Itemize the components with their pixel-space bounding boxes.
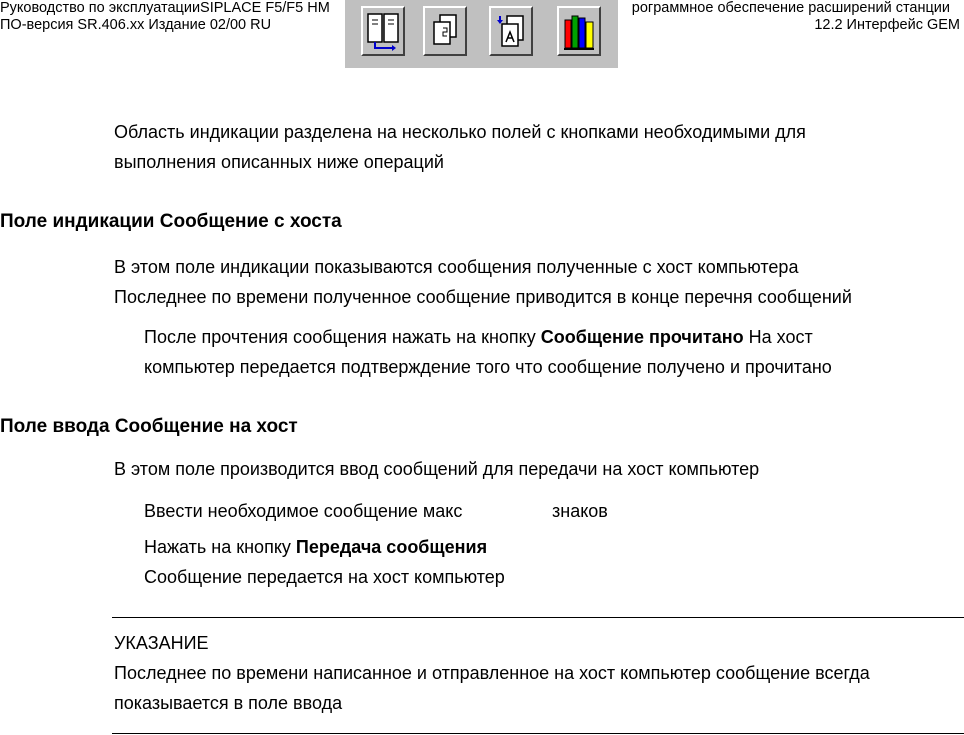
note-line2: показывается в поле ввода	[114, 693, 343, 713]
section2-step3: Сообщение передается на хост компьютер	[144, 567, 505, 587]
intro-line2: выполнения описанных ниже операций	[114, 152, 444, 172]
send-message-button-label: Передача сообщения	[295, 537, 488, 557]
section2-heading: Поле ввода Сообщение на хост	[0, 416, 298, 437]
stacked-pages-icon	[428, 12, 464, 52]
section2-step2-pre: Нажать на кнопку	[144, 537, 296, 557]
section2-step1-a: Ввести необходимое сообщение макс	[144, 501, 463, 521]
header-left-line2: ПО-версия SR.406.xx Издание 02/00 RU	[0, 17, 272, 33]
note-top-rule	[112, 617, 964, 618]
toolbar	[345, 0, 618, 68]
section1-line1: В этом поле индикации показываются сообщения полученные с хост компьютера	[114, 257, 799, 277]
toolbar-button-pages[interactable]	[423, 6, 467, 56]
section1-step-line2: компьютер передается подтверждение того что сообщение получено и прочитано	[144, 357, 832, 377]
section2-step1-b: знаков	[552, 501, 608, 521]
books-icon	[562, 12, 598, 52]
header-right-line2: 12.2 Интерфейс GEM	[814, 17, 960, 33]
layout-columns-icon	[366, 12, 402, 52]
note-line1: Последнее по времени написанное и отправленное на хост компьютер сообщение всегда	[114, 663, 870, 683]
header-left-line1: Руководство по эксплуатацииSIPLACE F5/F5 HM	[0, 0, 330, 16]
section1-line2: Последнее по времени полученное сообщение приводится в конце перечня сообщений	[114, 287, 852, 307]
toolbar-button-transfer[interactable]	[489, 6, 533, 56]
note-title: УКАЗАНИЕ	[114, 633, 209, 653]
section2-line1: В этом поле производится ввод сообщений для передачи на хост компьютер	[114, 459, 760, 479]
toolbar-button-books[interactable]	[557, 6, 601, 56]
section2-step2	[144, 536, 487, 558]
section1-step	[144, 326, 813, 348]
header-right-line1: рограммное обеспечение расширений станции	[631, 0, 950, 16]
section1-step-post: На хост	[743, 327, 813, 347]
message-read-button-label: Сообщение прочитано	[540, 327, 744, 347]
section1-step-pre: После прочтения сообщения нажать на кнопку	[144, 327, 541, 347]
note-bottom-rule	[112, 733, 964, 734]
section1-heading: Поле индикации Сообщение с хоста	[0, 211, 342, 232]
page-transfer-icon	[494, 12, 530, 52]
intro-line1: Область индикации разделена на несколько полей с кнопками необходимыми для	[114, 122, 806, 142]
toolbar-button-layout[interactable]	[361, 6, 405, 56]
